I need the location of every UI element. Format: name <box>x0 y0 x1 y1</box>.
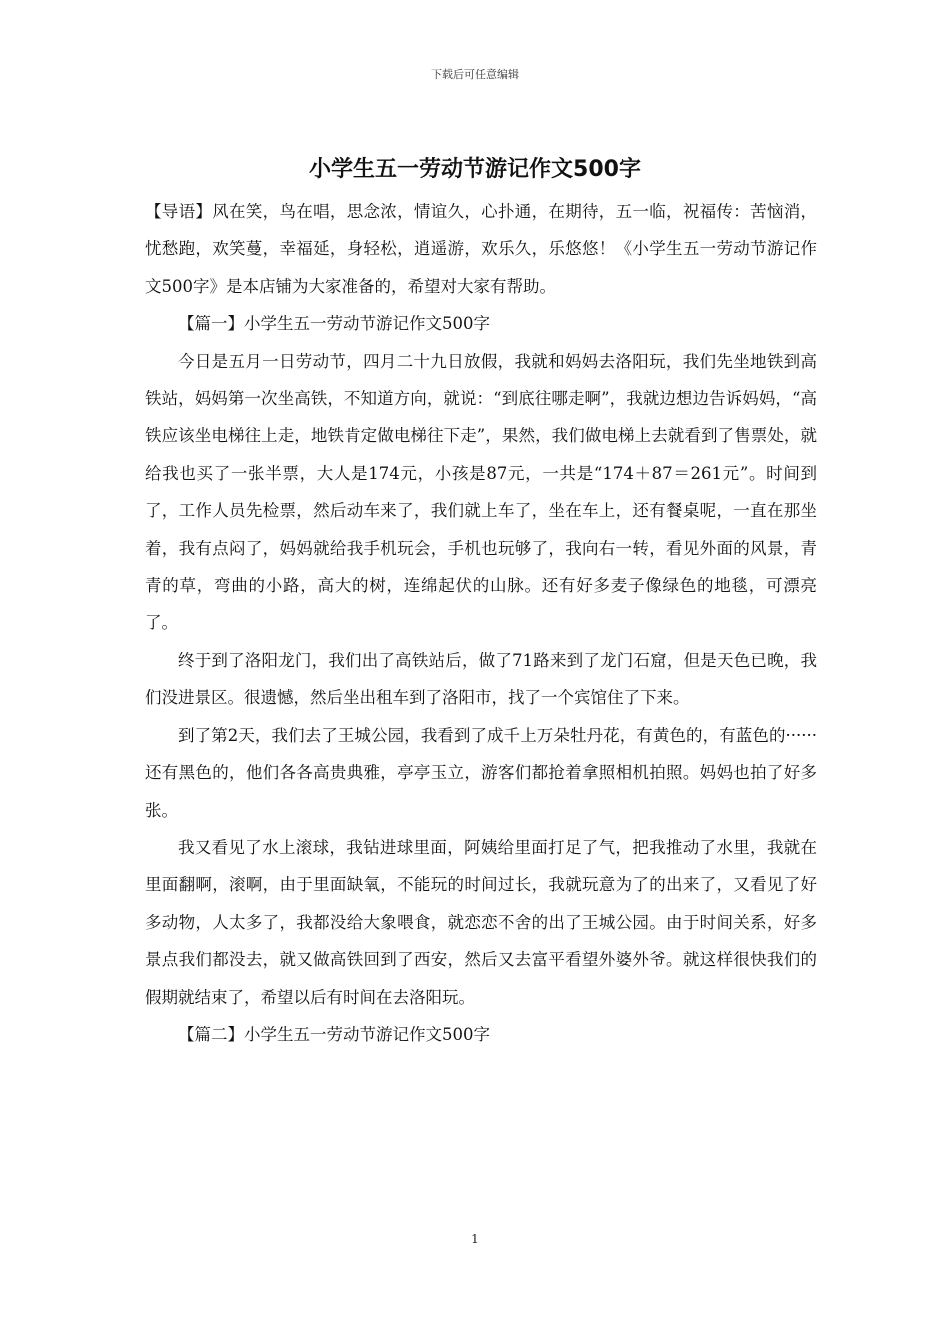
page-number: 1 <box>471 1232 479 1246</box>
body-paragraph: 我又看见了水上滚球，我钻进球里面，阿姨给里面打足了气，把我推动了水里，我就在里面翻啊，滚啊，由于里面缺氧，不能玩的时间过长，我就玩意为了的出来了，又看见了好多动物，人太多了，我都没给大象喂食，就恋恋不舍的出了王城公园。由于时间关系，好多景点我们都没去，就又做高铁回到了西安，然后又去富平看望外婆外爷。就这样很快我们的假期就结束了，希望以后有时间在去洛阳玩。 <box>145 837 817 1007</box>
section-heading-2: 【篇二】小学生五一劳动节游记作文500字 <box>178 1024 490 1044</box>
intro-paragraph: 【导语】风在笑，鸟在唱，思念浓，情谊久，心扑通，在期待，五一临，祝福传：苦恼消，忧愁跑，欢笑蔓，幸福延，身轻松，逍遥游，欢乐久，乐悠悠！《小学生五一劳动节游记作文500字》是本店铺为大家准备的，希望对大家有帮助。 <box>145 202 817 296</box>
document-body <box>145 193 817 1053</box>
document-title: 小学生五一劳动节游记作文500字 <box>309 157 641 182</box>
section-heading-1: 【篇一】小学生五一劳动节游记作文500字 <box>178 314 490 334</box>
body-paragraph: 终于到了洛阳龙门，我们出了高铁站后，做了71路来到了龙门石窟，但是天色已晚，我们没进景区。很遗憾，然后坐出租车到了洛阳市，找了一个宾馆住了下来。 <box>145 650 817 708</box>
body-paragraph: 到了第2天，我们去了王城公园，我看到了成千上万朵牡丹花，有黄色的，有蓝色的······还有黑色的，他们各各高贵典雅，亭亭玉立，游客们都抢着拿照相机拍照。妈妈也拍了好多张。 <box>145 725 817 820</box>
body-paragraph: 今日是五月一日劳动节，四月二十九日放假，我就和妈妈去洛阳玩，我们先坐地铁到高铁站，妈妈第一次坐高铁，不知道方向，就说：“到底往哪走啊”，我就边想边告诉妈妈，“高铁应该坐电梯往上走，地铁肯定做电梯往下走”，果然，我们做电梯上去就看到了售票处，就给我也买了一张半票，大人是174元，小孩是87元，一共是“174＋87＝261元”。时间到了，工作人员先检票，然后动车来了，我们就上车了，坐在车上，还有餐桌呢，一直在那坐着，我有点闷了，妈妈就给我手机玩会，手机也玩够了，我向右一转，看见外面的风景，青青的草，弯曲的小路，高大的树，连绵起伏的山脉。还有好多麦子像绿色的地毯，可漂亮了。 <box>145 351 817 633</box>
header-note: 下载后可任意编辑 <box>431 68 519 81</box>
